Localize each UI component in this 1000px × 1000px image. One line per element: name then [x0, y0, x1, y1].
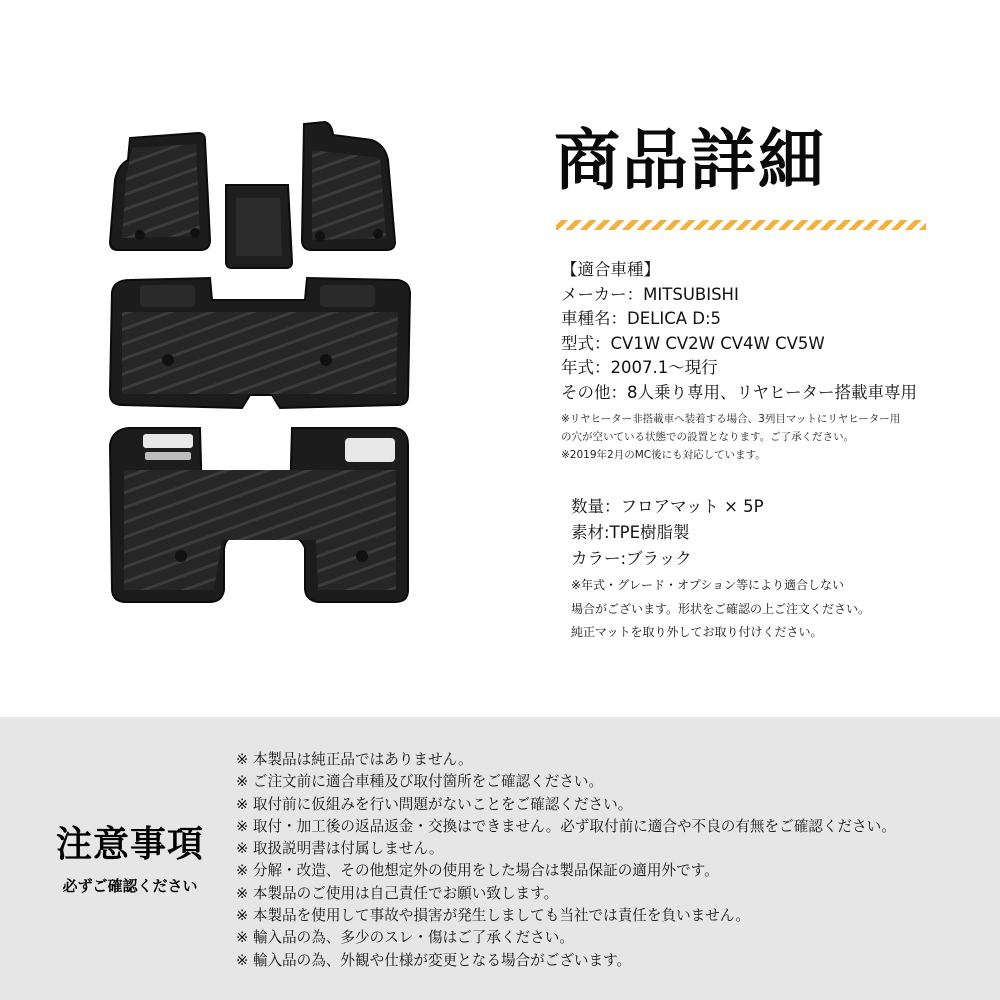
center-mat: [226, 185, 292, 268]
spec-note: ※年式・グレード・オプション等により適合しない: [571, 578, 844, 592]
fitment-note: ※リヤヒーター非搭載車へ装着する場合、3列目マットにリヤヒーター用: [561, 413, 901, 425]
fitment-model: 車種名：DELICA D:5: [561, 309, 722, 328]
fitment-note: ※2019年2月のMC後にも対応しています。: [561, 449, 766, 461]
caution-item: ※ 輸入品の為、外観や仕様が変更となる場合がございます。: [236, 951, 632, 969]
caution-panel: [0, 717, 1000, 1000]
product-spec-block: [571, 494, 971, 645]
fitment-other: その他：8人乗り専用、リヤヒーター搭載車専用: [561, 382, 918, 402]
spec-note: 場合がございます。形状をご確認の上ご注文ください。: [571, 601, 871, 616]
third-row-mat: [110, 428, 408, 602]
spec-material: 素材:TPE樹脂製: [571, 523, 690, 542]
caution-list: [236, 749, 976, 972]
caution-item: ※ 取扱説明書は付属しません。: [236, 840, 444, 858]
caution-item: ※ 取付・加工後の返品返金・交換はできません。必ず取付前に適合や不良の有無をご確認ください。: [236, 817, 896, 835]
spec-note: 純正マットを取り外してお取り付けください。: [571, 625, 823, 639]
caution-item: ※ ご注文前に適合車種及び取付箇所をご確認ください。: [236, 773, 604, 791]
fitment-note: の穴が空いている状態での設置となります。ご了承ください。: [561, 431, 855, 443]
title-stripe-divider: [556, 220, 926, 230]
front-left-mat: [110, 133, 210, 250]
caution-subheading: 必ずご確認ください: [62, 877, 198, 895]
fitment-year: 年式：2007.1～現行: [561, 358, 718, 377]
caution-item: ※ 分解・改造、その他想定外の使用をした場合は製品保証の適用外です。: [236, 862, 719, 880]
caution-item: ※ 取付前に仮組みを行い問題がないことをご確認ください。: [236, 795, 633, 813]
spec-quantity: 数量：フロアマット × 5P: [571, 497, 764, 516]
front-right-mat: [302, 122, 395, 250]
spec-color: カラー:ブラック: [571, 549, 692, 568]
fitment-maker: メーカー：MITSUBISHI: [561, 284, 739, 304]
floor-mat-set-image: [100, 115, 430, 615]
fitment-type: 型式：CV1W CV2W CV4W CV5W: [561, 333, 825, 353]
caution-item: ※ 輸入品の為、多少のスレ・傷はご了承ください。: [236, 929, 574, 947]
second-row-mat: [110, 278, 410, 408]
product-detail-title: 商品詳細: [554, 122, 826, 199]
fitment-heading: 【適合車種】: [561, 260, 660, 279]
fitment-spec-block: [561, 258, 961, 464]
caution-item: ※ 本製品のご使用は自己責任でお願い致します。: [236, 884, 559, 902]
caution-heading: 注意事項: [55, 824, 204, 865]
caution-item: ※ 本製品を使用して事故や損害が発生しましても当社では責任を負いません。: [236, 907, 750, 925]
caution-item: ※ 本製品は純正品ではありません。: [236, 751, 473, 768]
